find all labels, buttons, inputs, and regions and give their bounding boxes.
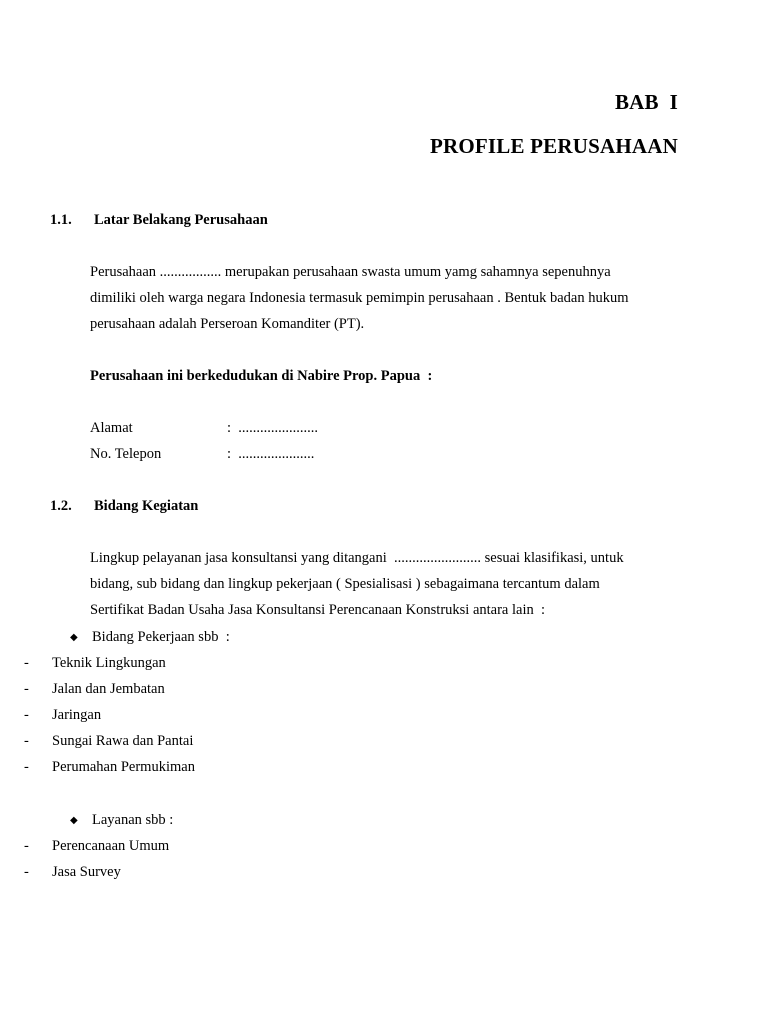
list-item-dash: - <box>24 864 29 880</box>
list-item-dash: - <box>24 838 29 854</box>
list-item-dash: - <box>24 733 29 749</box>
paragraph-line: Lingkup pelayanan jasa konsultansi yang ditangani ........................ sesuai klasifikasi, untuk <box>90 550 624 566</box>
diamond-bullet-icon: ◆ <box>70 632 78 643</box>
section-2-paragraph <box>90 545 624 623</box>
section-2-title: Bidang Kegiatan <box>94 498 199 514</box>
list-item: Perumahan Permukiman <box>52 759 195 775</box>
chapter-title: PROFILE PERUSAHAAN <box>429 134 678 158</box>
diamond-bullet-icon: ◆ <box>70 815 78 826</box>
list-item: Jasa Survey <box>52 864 121 880</box>
field-address-value: : ...................... <box>227 420 319 436</box>
paragraph-line: Sertifikat Badan Usaha Jasa Konsultansi Perencanaan Konstruksi antara lain : <box>90 602 546 618</box>
paragraph-line: dimiliki oleh warga negara Indonesia termasuk pemimpin perusahaan . Bentuk badan hukum <box>90 290 629 306</box>
list-item: Jalan dan Jembatan <box>52 681 165 697</box>
section-1-number: 1.1. <box>50 212 72 228</box>
section-2-number: 1.2. <box>50 498 72 514</box>
group-label-layanan: Layanan sbb : <box>92 812 174 828</box>
section-1-paragraph <box>90 259 629 337</box>
field-phone-label: No. Telepon <box>90 446 162 462</box>
list-item: Sungai Rawa dan Pantai <box>52 733 194 749</box>
list-item: Jaringan <box>52 707 102 723</box>
list-item-dash: - <box>24 681 29 697</box>
paragraph-line: bidang, sub bidang dan lingkup pekerjaan ( Spesialisasi ) sebagaimana tercantum dalam <box>90 576 600 592</box>
chapter-number: BAB I <box>614 90 678 114</box>
list-item-dash: - <box>24 759 29 775</box>
section-1-title: Latar Belakang Perusahaan <box>94 212 268 228</box>
list-item: Perencanaan Umum <box>52 838 170 854</box>
field-address-label: Alamat <box>90 420 133 436</box>
location-statement: Perusahaan ini berkedudukan di Nabire Prop. Papua : <box>90 368 433 384</box>
list-item-dash: - <box>24 707 29 723</box>
field-phone-value: : ..................... <box>227 446 315 462</box>
list-item: Teknik Lingkungan <box>52 655 166 671</box>
group-label-bidang: Bidang Pekerjaan sbb : <box>92 629 230 645</box>
paragraph-line: perusahaan adalah Perseroan Komanditer (PT). <box>90 316 365 332</box>
paragraph-line: Perusahaan ................. merupakan perusahaan swasta umum yamg sahamnya sepenuhnya <box>90 264 611 280</box>
list-item-dash: - <box>24 655 29 671</box>
